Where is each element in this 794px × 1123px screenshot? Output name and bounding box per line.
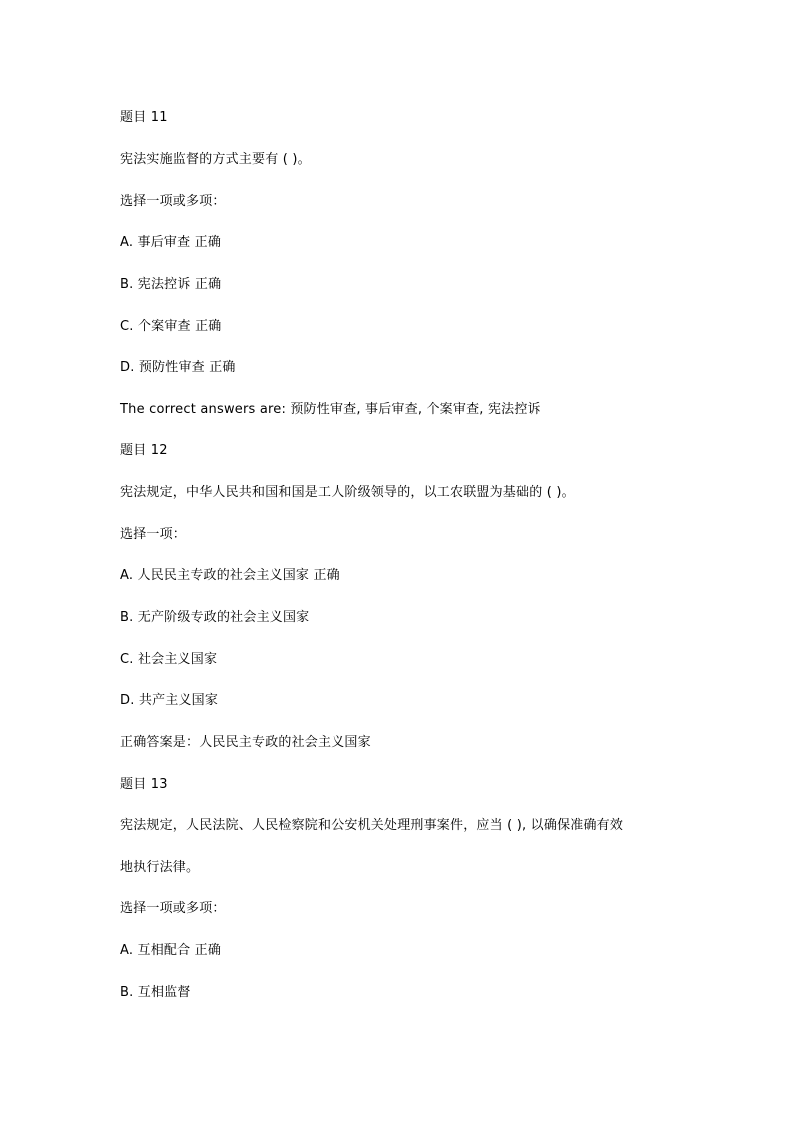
question-12-option-a: A. 人民民主专政的社会主义国家 正确 [120, 568, 340, 583]
question-11-option-a: A. 事后审查 正确 [120, 235, 222, 250]
question-13-title: 题目 13 [120, 777, 168, 792]
question-11-option-b: B. 宪法控诉 正确 [120, 277, 222, 292]
question-12-title: 题目 12 [120, 443, 168, 458]
question-12-option-d: D. 共产主义国家 [120, 693, 219, 708]
question-13-mode: 选择一项或多项： [120, 901, 226, 916]
question-11-option-d: D. 预防性审查 正确 [120, 360, 236, 375]
question-12-stem: 宪法规定，中华人民共和国和国是工人阶级领导的，以工农联盟为基础的 ( )。 [120, 485, 575, 500]
question-12-answer: 正确答案是：人民民主专政的社会主义国家 [120, 735, 371, 750]
question-11-title: 题目 11 [120, 110, 168, 125]
question-13-stem-line-2: 地执行法律。 [120, 860, 200, 875]
question-11-answer: The correct answers are: 预防性审查, 事后审查, 个案审查, 宪法控诉 [120, 402, 541, 417]
question-12-mode: 选择一项： [120, 527, 187, 542]
question-11-option-c: C. 个案审查 正确 [120, 319, 222, 334]
question-13-option-b: B. 互相监督 [120, 985, 191, 1000]
question-13-stem-line-1: 宪法规定，人民法院、人民检察院和公安机关处理刑事案件，应当 ( ), 以确保准确有效 [120, 818, 624, 833]
question-13-option-a: A. 互相配合 正确 [120, 943, 222, 958]
question-11-mode: 选择一项或多项： [120, 194, 226, 209]
question-12-option-b: B. 无产阶级专政的社会主义国家 [120, 610, 310, 625]
question-11-stem: 宪法实施监督的方式主要有 ( )。 [120, 152, 311, 167]
question-12-option-c: C. 社会主义国家 [120, 652, 218, 667]
